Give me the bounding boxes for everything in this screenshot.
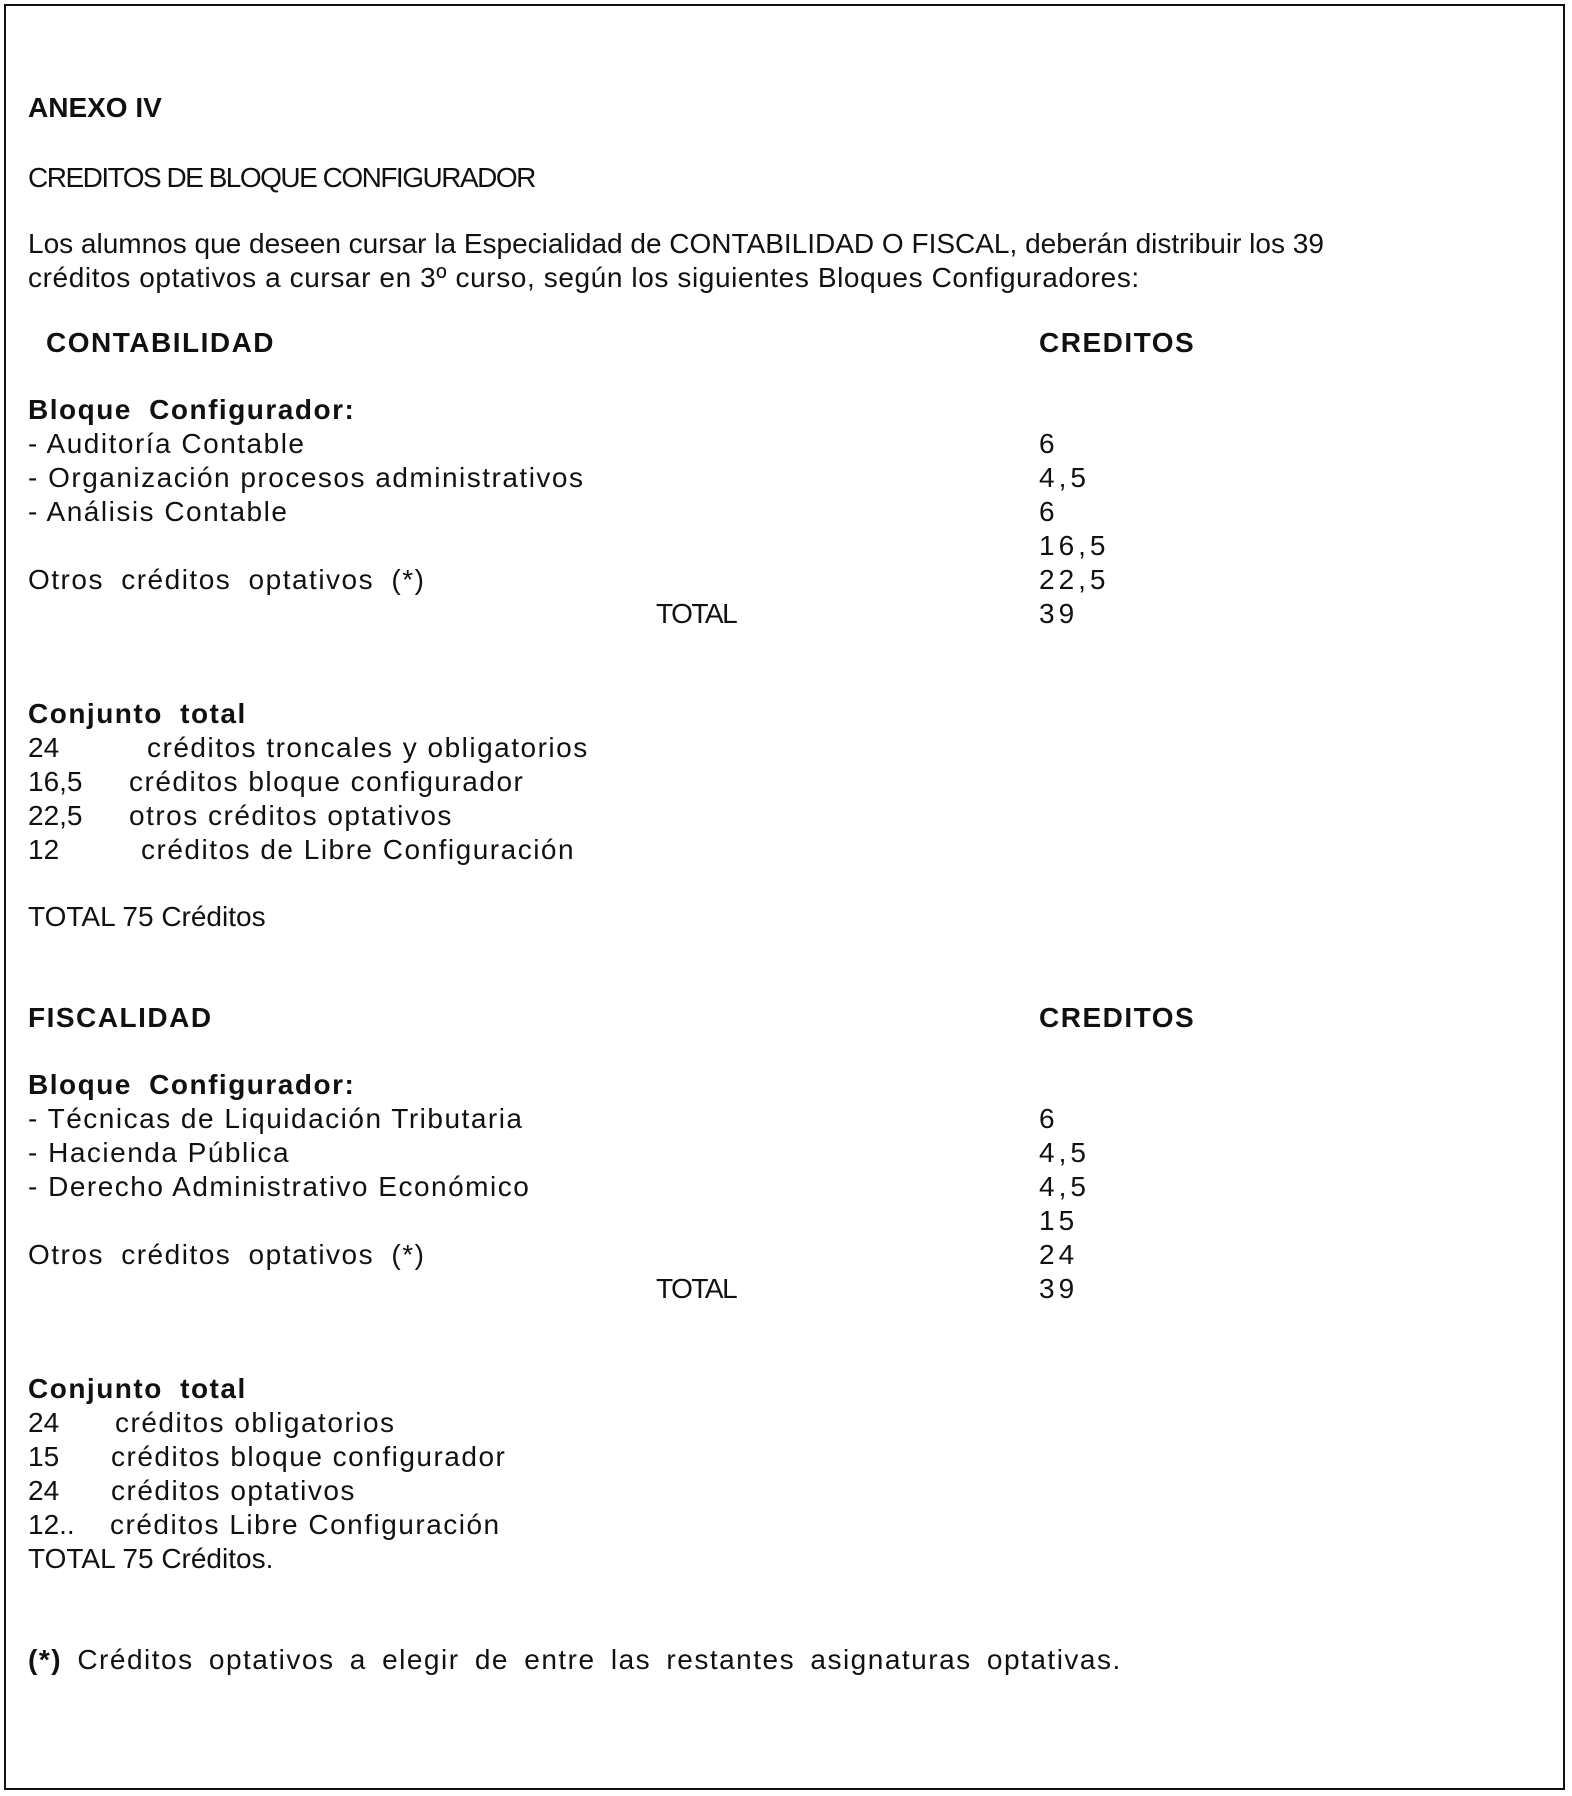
contabilidad-conjunto-text: créditos de Libre Configuración: [141, 834, 576, 865]
contabilidad-item-credits: 6: [1039, 496, 1059, 527]
fiscalidad-item-label: - Hacienda Pública: [28, 1137, 291, 1168]
contabilidad-item-credits: 4,5: [1039, 462, 1090, 493]
fiscalidad-item-credits: 4,5: [1039, 1171, 1090, 1202]
fiscalidad-conjunto-text: créditos Libre Configuración: [110, 1509, 501, 1540]
fiscalidad-otros-label: Otros créditos optativos (*): [28, 1239, 426, 1270]
contabilidad-conjunto-heading: Conjunto total: [28, 698, 247, 729]
intro-line-2: créditos optativos a cursar en 3º curso, según los siguientes Bloques Configuradores:: [28, 262, 1140, 293]
fiscalidad-subtotal: 15: [1039, 1205, 1079, 1236]
fiscalidad-conjunto-num: 24: [28, 1407, 60, 1438]
contabilidad-conjunto-text: otros créditos optativos: [129, 800, 453, 831]
contabilidad-otros-credits: 22,5: [1039, 564, 1110, 595]
contabilidad-conjunto-num: 12: [28, 834, 60, 865]
footnote: [28, 1643, 1122, 1677]
footnote-text: Créditos optativos a elegir de entre las restantes asignaturas optativas.: [77, 1644, 1122, 1675]
fiscalidad-otros-credits: 24: [1039, 1239, 1079, 1270]
fiscalidad-total-label: TOTAL: [656, 1273, 737, 1304]
contabilidad-item-label: - Análisis Contable: [28, 496, 289, 527]
fiscalidad-heading: FISCALIDAD: [28, 1002, 213, 1033]
contabilidad-bloque-heading: Bloque Configurador:: [28, 394, 356, 425]
contabilidad-conjunto-text: créditos troncales y obligatorios: [147, 732, 589, 763]
contabilidad-credits-heading: CREDITOS: [1039, 327, 1196, 358]
document-title: ANEXO IV: [28, 92, 162, 123]
fiscalidad-grand-total: TOTAL 75 Créditos.: [28, 1543, 274, 1574]
contabilidad-conjunto-num: 24: [28, 732, 60, 763]
contabilidad-conjunto-text: créditos bloque configurador: [129, 766, 525, 797]
fiscalidad-conjunto-num: 15: [28, 1441, 60, 1472]
fiscalidad-credits-heading: CREDITOS: [1039, 1002, 1196, 1033]
fiscalidad-total-credits: 39: [1039, 1273, 1079, 1304]
fiscalidad-conjunto-heading: Conjunto total: [28, 1373, 247, 1404]
contabilidad-otros-label: Otros créditos optativos (*): [28, 564, 426, 595]
fiscalidad-conjunto-text: créditos bloque configurador: [111, 1441, 507, 1472]
intro-line-1: Los alumnos que deseen cursar la Especialidad de CONTABILIDAD O FISCAL, deberán distribuir los 39: [28, 228, 1324, 259]
contabilidad-item-credits: 6: [1039, 428, 1059, 459]
fiscalidad-item-label: - Técnicas de Liquidación Tributaria: [28, 1103, 524, 1134]
contabilidad-total-label: TOTAL: [656, 598, 737, 629]
contabilidad-heading: CONTABILIDAD: [46, 327, 276, 358]
fiscalidad-item-credits: 4,5: [1039, 1137, 1090, 1168]
footnote-marker: (*): [28, 1644, 63, 1675]
fiscalidad-item-label: - Derecho Administrativo Económico: [28, 1171, 531, 1202]
fiscalidad-conjunto-text: créditos obligatorios: [115, 1407, 396, 1438]
contabilidad-grand-total: TOTAL 75 Créditos: [28, 901, 266, 932]
contabilidad-item-label: - Auditoría Contable: [28, 428, 306, 459]
contabilidad-conjunto-num: 22,5: [28, 800, 83, 831]
contabilidad-total-credits: 39: [1039, 598, 1079, 629]
fiscalidad-conjunto-num: 24: [28, 1475, 60, 1506]
contabilidad-conjunto-num: 16,5: [28, 766, 83, 797]
contabilidad-subtotal: 16,5: [1039, 530, 1110, 561]
document-subtitle: CREDITOS DE BLOQUE CONFIGURADOR: [28, 162, 535, 193]
fiscalidad-conjunto-text: créditos optativos: [111, 1475, 356, 1506]
fiscalidad-bloque-heading: Bloque Configurador:: [28, 1069, 356, 1100]
fiscalidad-item-credits: 6: [1039, 1103, 1059, 1134]
fiscalidad-conjunto-num: 12..: [28, 1509, 75, 1540]
contabilidad-item-label: - Organización procesos administrativos: [28, 462, 585, 493]
